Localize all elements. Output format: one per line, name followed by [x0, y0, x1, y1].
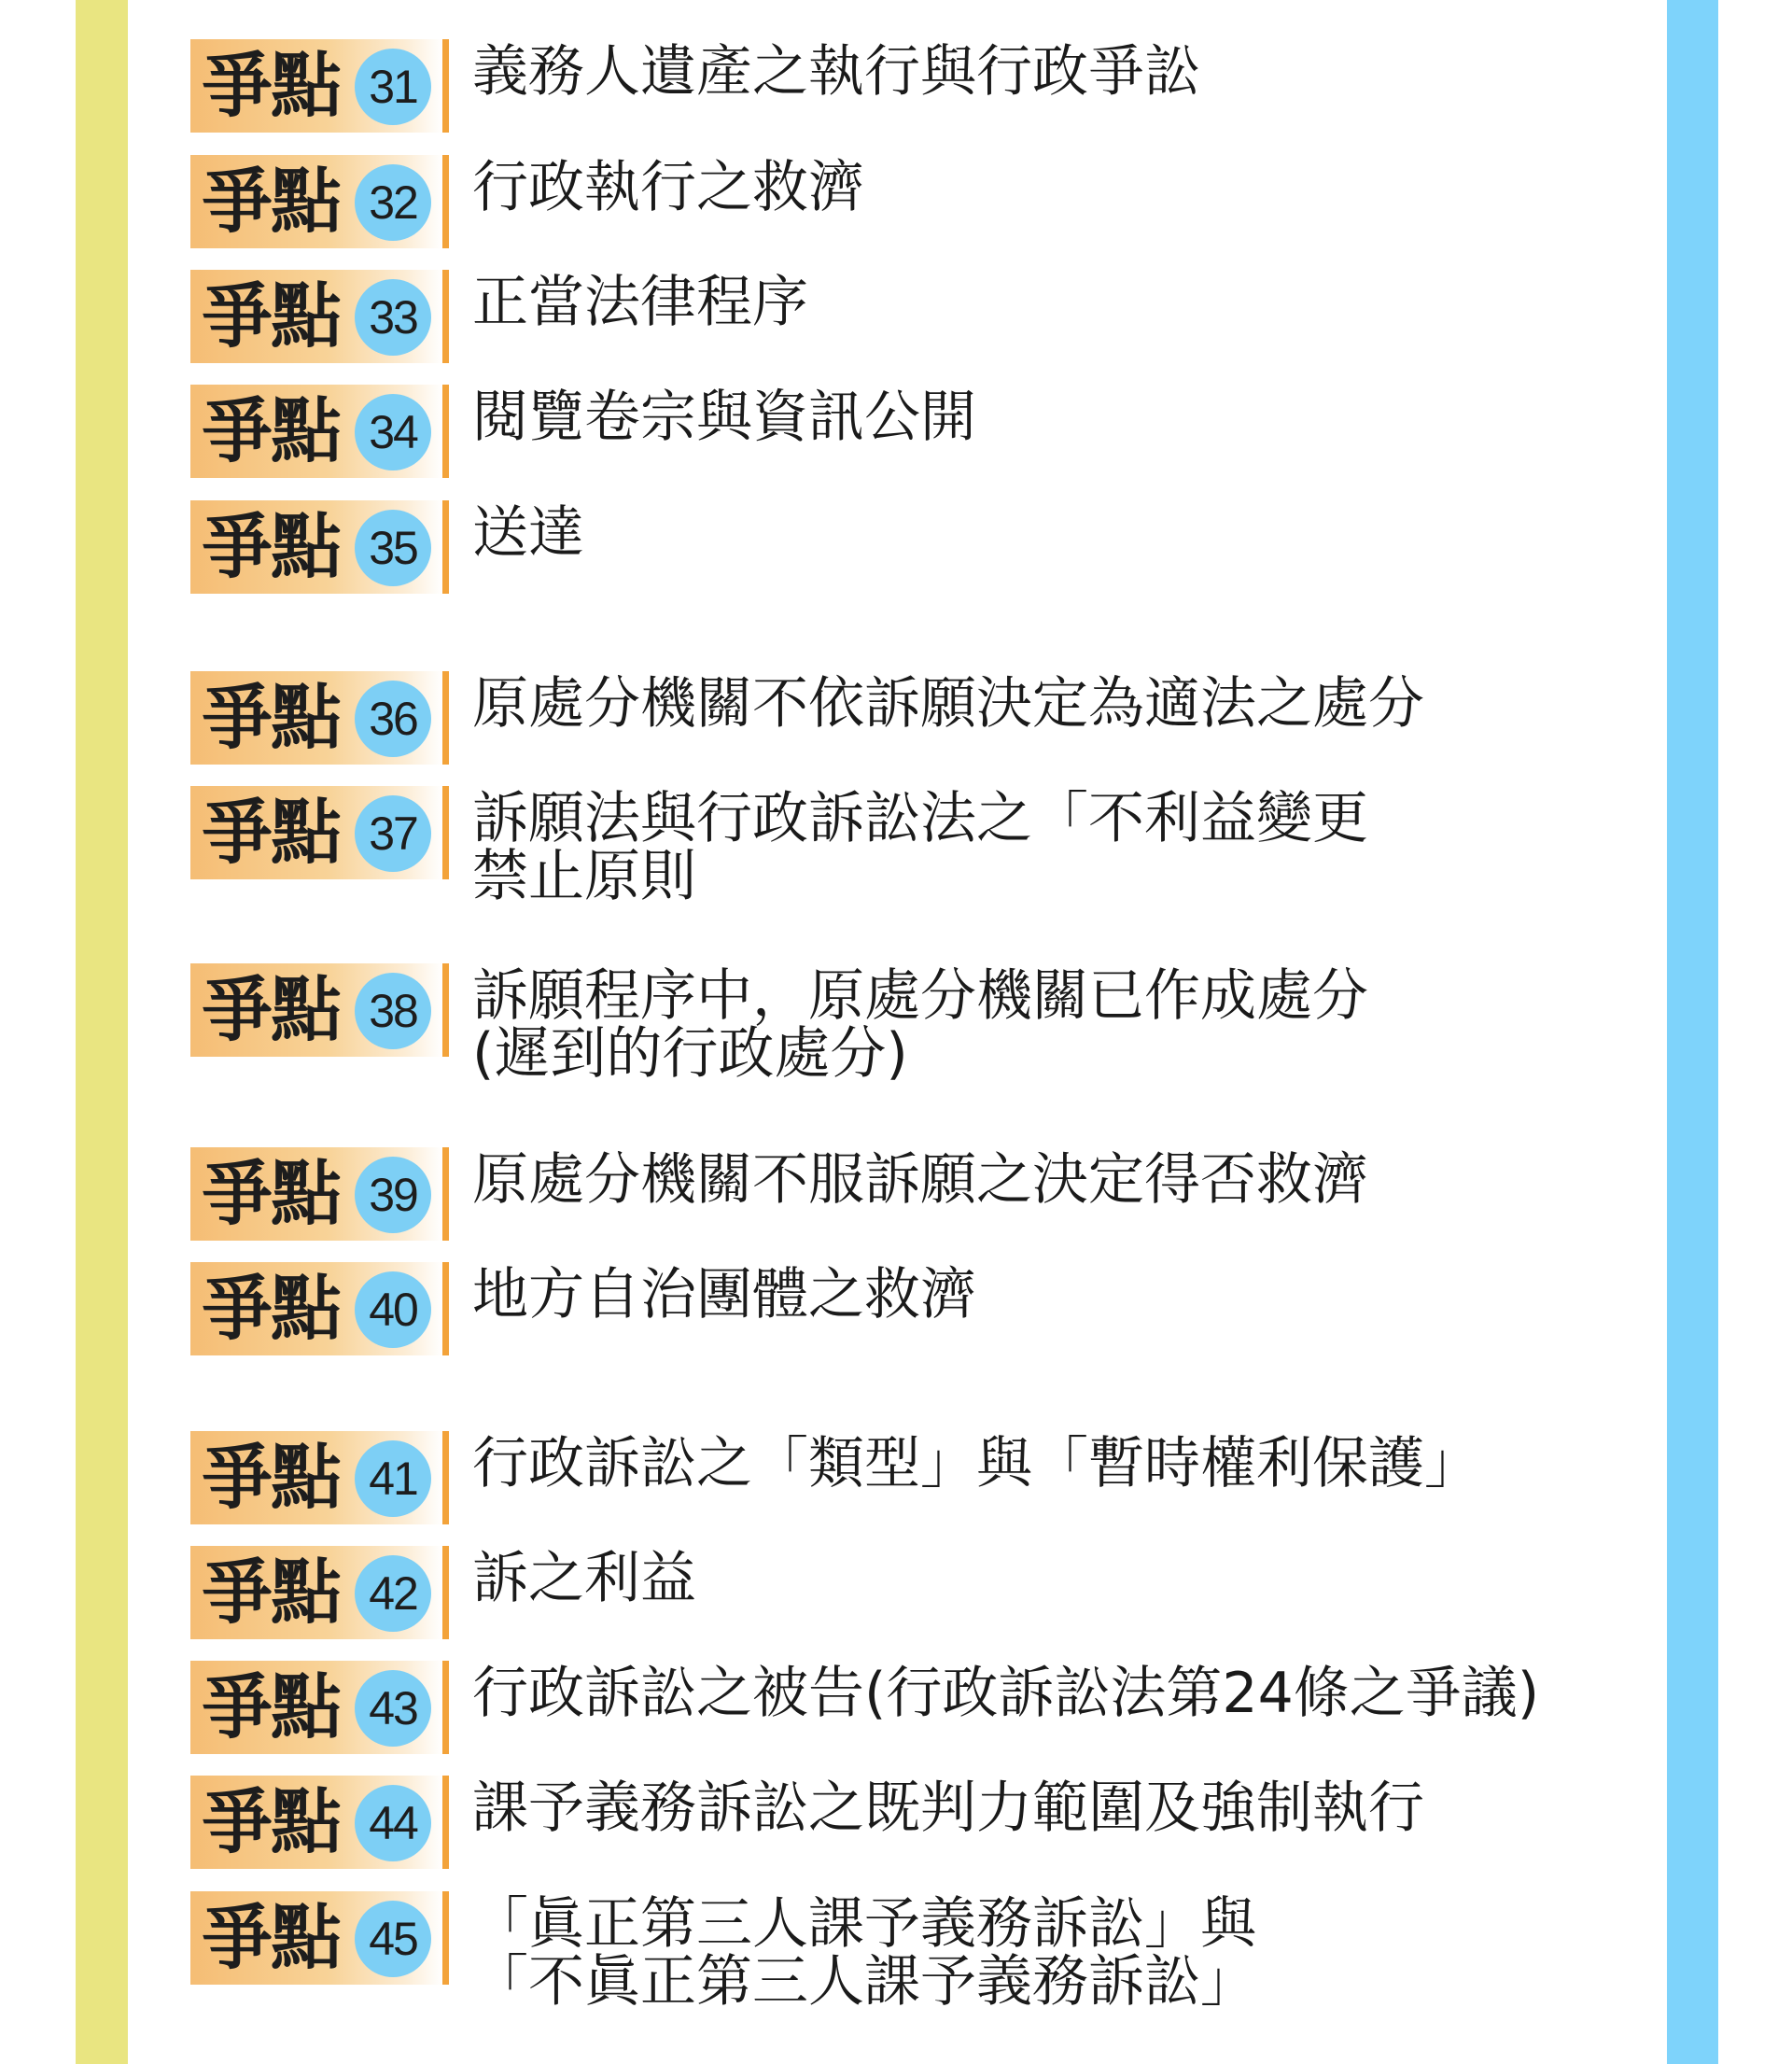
issue-title	[472, 1431, 1639, 1496]
left-margin	[0, 0, 76, 2064]
issue-item-36	[190, 671, 1646, 765]
issue-title-line: 閱覽卷宗與資訊公開	[472, 385, 976, 450]
badge-label: 爭點	[202, 1780, 340, 1863]
badge-label: 爭點	[202, 1665, 340, 1748]
issue-badge	[190, 1661, 442, 1754]
badge-label: 爭點	[202, 676, 340, 759]
badge-label: 爭點	[202, 44, 340, 127]
issue-number: 45	[355, 1901, 431, 1977]
issue-badge	[190, 155, 442, 248]
issue-item-43	[190, 1661, 1646, 1754]
issue-number: 39	[355, 1157, 431, 1233]
issue-item-32	[190, 155, 1646, 248]
issue-number: 36	[355, 681, 431, 757]
issue-title	[472, 786, 1639, 909]
issue-badge	[190, 1431, 442, 1524]
divider-bar	[442, 786, 449, 879]
issue-item-42	[190, 1546, 1646, 1639]
issue-number: 44	[355, 1785, 431, 1861]
issue-title	[472, 1661, 1639, 1726]
badge-label: 爭點	[202, 791, 340, 874]
issue-title	[472, 963, 1639, 1087]
issue-item-39	[190, 1147, 1646, 1241]
issue-item-37	[190, 786, 1646, 909]
issue-badge	[190, 1546, 442, 1639]
divider-bar	[442, 500, 449, 594]
issue-title-line: 行政訴訟之「類型」與「暫時權利保護」	[472, 1431, 1480, 1496]
badge-label: 爭點	[202, 1267, 340, 1350]
divider-bar	[442, 1431, 449, 1524]
issue-badge	[190, 1776, 442, 1869]
issue-badge	[190, 1891, 442, 1985]
badge-label: 爭點	[202, 160, 340, 243]
issue-title	[472, 155, 1639, 220]
divider-bar	[442, 1661, 449, 1754]
issue-item-33	[190, 270, 1646, 363]
issue-number: 38	[355, 973, 431, 1049]
right-margin	[1718, 0, 1792, 2064]
issue-badge	[190, 500, 442, 594]
issue-title-line: 訴願法與行政訴訟法之「不利益變更	[472, 786, 1368, 851]
issue-title	[472, 39, 1639, 105]
issue-title	[472, 385, 1639, 450]
issue-title-line: 義務人遺產之執行與行政爭訟	[472, 39, 1200, 105]
divider-bar	[442, 39, 449, 133]
divider-bar	[442, 1776, 449, 1869]
issue-badge	[190, 385, 442, 478]
issue-title-line: 課予義務訴訟之既判力範圍及強制執行	[472, 1776, 1424, 1841]
issue-title-line: 行政訴訟之被告(行政訴訟法第24條之爭議)	[472, 1661, 1540, 1726]
issue-title-line: 送達	[472, 500, 584, 566]
issue-title-line: 「不眞正第三人課予義務訴訟」	[472, 1949, 1256, 2015]
issue-item-45	[190, 1891, 1646, 2015]
issue-title	[472, 1546, 1639, 1611]
issue-title	[472, 1147, 1639, 1213]
issue-number: 33	[355, 279, 431, 356]
issue-item-34	[190, 385, 1646, 478]
issue-item-35	[190, 500, 1646, 594]
badge-label: 爭點	[202, 274, 340, 358]
issue-item-31	[190, 39, 1646, 133]
issue-title-line: 訴願程序中，原處分機關已作成處分	[472, 963, 1368, 1029]
divider-bar	[442, 671, 449, 765]
issue-title-line: 訴之利益	[472, 1546, 696, 1611]
issue-badge	[190, 1262, 442, 1355]
issue-item-40	[190, 1262, 1646, 1355]
issue-item-41	[190, 1431, 1646, 1524]
badge-label: 爭點	[202, 1436, 340, 1519]
issue-title	[472, 500, 1639, 566]
badge-label: 爭點	[202, 1551, 340, 1634]
divider-bar	[442, 1262, 449, 1355]
right-decorative-stripe	[1667, 0, 1718, 2064]
issue-badge	[190, 671, 442, 765]
issue-badge	[190, 963, 442, 1057]
divider-bar	[442, 385, 449, 478]
issue-title-line: 正當法律程序	[472, 270, 808, 335]
issue-item-44	[190, 1776, 1646, 1869]
issue-title-line: (遲到的行政處分)	[472, 1021, 908, 1087]
issue-title	[472, 1262, 1639, 1327]
badge-label: 爭點	[202, 1152, 340, 1235]
badge-label: 爭點	[202, 1896, 340, 1979]
issue-title-line: 行政執行之救濟	[472, 155, 864, 220]
issue-title	[472, 671, 1639, 737]
issue-number: 34	[355, 394, 431, 470]
badge-label: 爭點	[202, 505, 340, 588]
divider-bar	[442, 1891, 449, 1985]
issue-number: 31	[355, 49, 431, 125]
issue-badge	[190, 1147, 442, 1241]
issue-title-line: 地方自治團體之救濟	[472, 1262, 976, 1327]
badge-label: 爭點	[202, 968, 340, 1051]
issue-badge	[190, 39, 442, 133]
issue-title	[472, 270, 1639, 335]
issue-number: 40	[355, 1271, 431, 1348]
divider-bar	[442, 1147, 449, 1241]
issue-number: 37	[355, 795, 431, 872]
issue-title-line: 原處分機關不服訴願之決定得否救濟	[472, 1147, 1368, 1213]
divider-bar	[442, 963, 449, 1057]
badge-label: 爭點	[202, 389, 340, 472]
issue-number: 43	[355, 1670, 431, 1747]
issue-title	[472, 1776, 1639, 1841]
divider-bar	[442, 270, 449, 363]
issue-badge	[190, 270, 442, 363]
issue-badge	[190, 786, 442, 879]
divider-bar	[442, 1546, 449, 1639]
issue-title-line: 原處分機關不依訴願決定為適法之處分	[472, 671, 1424, 737]
issue-number: 35	[355, 510, 431, 586]
issue-number: 41	[355, 1440, 431, 1517]
left-decorative-stripe	[76, 0, 128, 2064]
issue-number: 42	[355, 1555, 431, 1632]
issue-title-line: 「眞正第三人課予義務訴訟」與	[472, 1891, 1256, 1957]
issue-title-line: 禁止原則	[472, 844, 696, 909]
issue-item-38	[190, 963, 1646, 1087]
divider-bar	[442, 155, 449, 248]
issue-title	[472, 1891, 1639, 2015]
issue-number: 32	[355, 164, 431, 241]
